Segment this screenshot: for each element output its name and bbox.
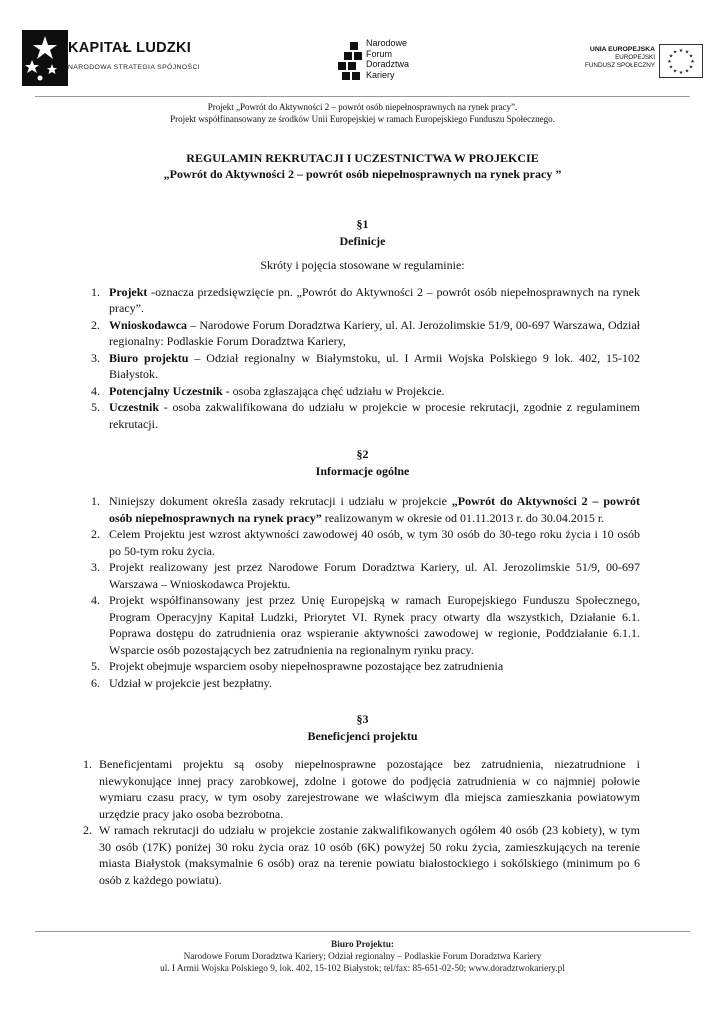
nfdk-logo <box>336 38 426 84</box>
list-item: 4. Potencjalny Uczestnik - osoba zgłaszająca chęć udziału w Projekcie. <box>91 383 445 398</box>
nfdk-line: Doradztwa <box>366 59 410 69</box>
eu-logo <box>565 44 700 80</box>
kapital-ludzki-logo <box>22 30 202 86</box>
eu-line-2: EUROPEJSKI <box>615 53 655 61</box>
list-item: 5. Projekt obejmuje wsparciem osoby niepełnosprawne pozostające bez zatrudnienia <box>91 659 504 673</box>
section-1-heading: Definicje <box>339 233 386 248</box>
project-header-line-1: Projekt „Powrót do Aktywności 2 – powrót osób niepełnosprawnych na rynek pracy”. <box>207 102 518 112</box>
svg-text:★: ★ <box>678 48 684 54</box>
beneficiaries-list <box>83 756 640 888</box>
list-item: 3. Biuro projektu – Odział regionalny w Białymstoku, ul. I Armii Wojska Polskiego 9 lok. 402, 15-102 Białystok. <box>91 350 640 381</box>
svg-text:★: ★ <box>667 59 672 65</box>
general-info-list <box>85 493 640 691</box>
nfdk-line: Narodowe <box>366 38 408 48</box>
section-3-number: §3 <box>356 712 369 726</box>
eu-logo-text <box>565 46 655 69</box>
document-title: REGULAMIN REKRUTACJI I UCZESTNICTWA W PROJEKCIE <box>186 151 539 165</box>
nfdk-line: Forum <box>366 48 393 59</box>
svg-text:★: ★ <box>688 64 694 71</box>
list-item: 6. Udział w projekcie jest bezpłatny. <box>91 675 272 690</box>
project-header <box>0 101 725 125</box>
footer-line-2: ul. I Armii Wojska Polskiego 9, lok. 402, 15-102 Białystok; tel/fax: 85-651-02-50; www.doradztwokariery.pl <box>160 964 565 974</box>
header-divider <box>35 96 690 97</box>
definitions-list <box>85 284 640 433</box>
eu-flag-icon <box>659 44 703 78</box>
svg-text:★: ★ <box>672 68 678 75</box>
svg-text:★: ★ <box>690 59 695 65</box>
list-item: 2. W ramach rekrutacji do udziału w projekcie zostanie zakwalifikowanych ogółem 40 osób (23 kobiety), w tym 30 osób (17K) poniżej 30 roku życia oraz 10 osób (6K) powyżej 50 roku życia, zamieszkujących na terenie miasta Białystok (maksymalnie 6 osób) oraz na terenie powiatu białostockiego i sokólskiego (minimum po 6 osób z każdego powiatu). <box>83 823 640 887</box>
section-2-number: §2 <box>356 447 369 461</box>
list-item: 3. Projekt realizowany jest przez Narodowe Forum Doradztwa Kariery, ul. Al. Jerozolimskie 51/9, 00-697 Warszawa – Wnioskodawca Projektu. <box>91 560 640 591</box>
list-item: 1. Niniejszy dokument określa zasady rekrutacji i udziału w projekcie „Powrót do Aktywności 2 – powrót osób niepełnosprawnych na rynek pracy” realizowanym w okresie od 01.11.2013 r. do 30.04.2015 r. <box>91 494 640 525</box>
footer-title: Biuro Projektu: <box>331 940 394 950</box>
kapital-ludzki-title: KAPITAŁ LUDZKI <box>68 40 192 56</box>
section-1-intro: Skróty i pojęcia stosowane w regulaminie: <box>260 258 465 272</box>
section-2-heading: Informacje ogólne <box>315 463 410 478</box>
svg-text:★: ★ <box>668 53 674 60</box>
svg-text:★: ★ <box>684 68 690 75</box>
kapital-ludzki-subtitle: NARODOWA STRATEGIA SPÓJNOŚCI <box>68 64 201 71</box>
list-item: 5. Uczestnik - osoba zakwalifikowana do udziału w projekcie w procesie rekrutacji, zgodnie z regulaminem rekrutacji. <box>91 400 640 431</box>
kapital-ludzki-emblem-icon <box>22 30 68 86</box>
svg-text:★: ★ <box>684 49 690 56</box>
list-item: 1. Projekt -oznacza przedsięwzięcie pn. „Powrót do Aktywności 2 – powrót osób niepełnosprawnych na rynek pracy”. <box>91 284 640 315</box>
svg-text:★: ★ <box>668 64 674 71</box>
list-item: 2. Wnioskodawca – Narodowe Forum Doradztwa Kariery, ul. Al. Jerozolimskie 51/9, 00-697 Warszawa, Odział regionalny: Podlaskie Forum Doradztwa Kariery, <box>91 317 640 348</box>
project-header-line-2: Projekt współfinansowany ze środków Unii Europejskiej w ramach Europejskiego Funduszu Społecznego. <box>170 114 555 124</box>
eu-line-1: UNIA EUROPEJSKA <box>589 46 655 53</box>
footer <box>0 939 725 975</box>
regulation-document <box>85 150 640 888</box>
svg-text:★: ★ <box>672 49 678 56</box>
nfdk-name <box>366 38 409 80</box>
list-item: 2. Celem Projektu jest wzrost aktywności zawodowej 40 osób, w tym 30 osób do 30-tego roku życia i 10 osób po 50-tym roku życia. <box>91 527 640 558</box>
section-1-number: §1 <box>356 217 369 231</box>
svg-text:★: ★ <box>688 53 694 60</box>
eu-line-3: FUNDUSZ SPOŁECZNY <box>585 61 655 69</box>
svg-text:★: ★ <box>678 70 684 76</box>
document-subtitle: „Powrót do Aktywności 2 – powrót osób niepełnosprawnych na rynek pracy ” <box>163 167 562 181</box>
list-item: 1. Beneficjentami projektu są osoby niepełnosprawne pozostające bez zatrudnienia, niezatrudnione i niewykonujące innej pracy zarobkowej, zdolne i gotowe do podjęcia zatrudnienia w co najmniej połowie wymiaru czasu pracy, w tym osoby zarejestrowane we właściwym dla miejsca zamieszkania powiatowym urzędzie pracy jako osoba bezrobotna. <box>83 757 640 821</box>
footer-line-1: Narodowe Forum Doradztwa Kariery; Odział regionalny – Podlaskie Forum Doradztwa Kariery <box>183 952 542 962</box>
nfdk-blocks-icon <box>336 40 364 82</box>
section-3-heading: Beneficjenci projektu <box>307 728 418 743</box>
list-item: 4. Projekt współfinansowany jest przez Unię Europejską w ramach Europejskiego Funduszu Społecznego, Program Operacyjny Kapitał Ludzki, Priorytet VI. Rynek pracy otwarty dla wszystkich, Działanie 6.1. Poprawa dostępu do zatrudnienia oraz wspieranie aktywności zawodowej w regionie, Poddziałanie 6.1.1. Wsparcie osób pozostających bez zatrudnienia na regionalnym rynku pracy. <box>91 593 640 657</box>
footer-divider <box>35 931 690 932</box>
nfdk-line: Kariery <box>366 69 395 80</box>
